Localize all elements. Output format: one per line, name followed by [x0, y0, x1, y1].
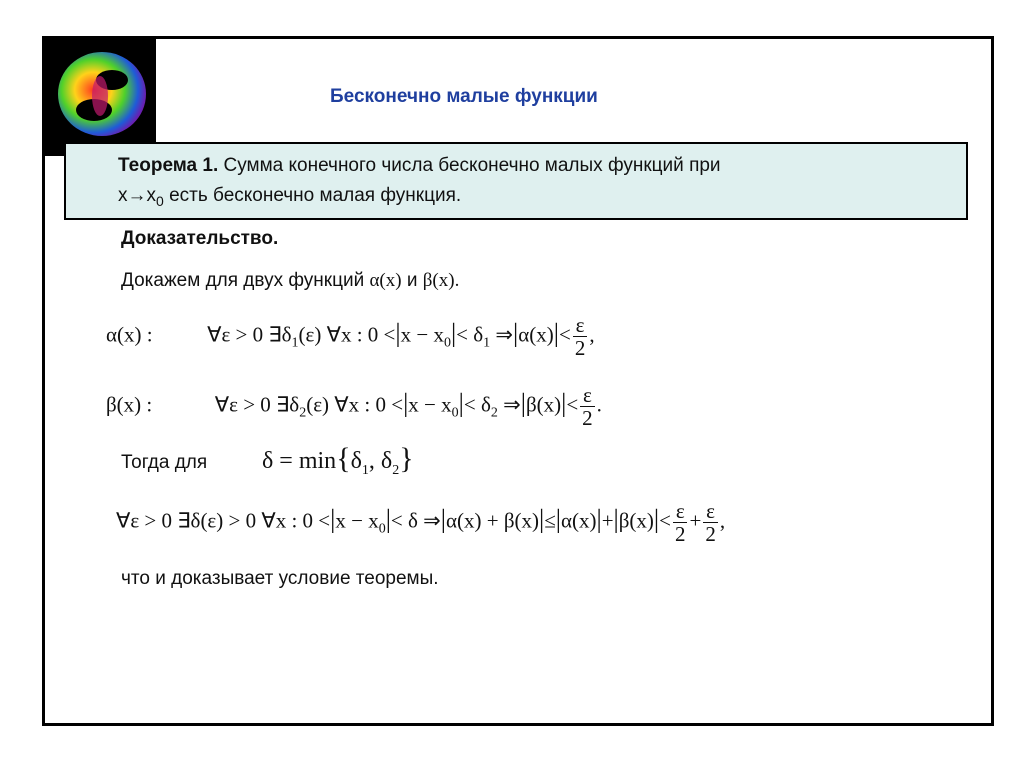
- final-a: α(x): [560, 508, 597, 533]
- final-plus2: +: [689, 508, 702, 533]
- theorem-line-1: [118, 155, 721, 177]
- delta-comma: ,: [368, 448, 381, 474]
- final-den2: 2: [705, 522, 716, 546]
- alpha-abs-in: x − x: [400, 322, 444, 347]
- beta-mid: (ε) ∀x : 0 <: [306, 392, 404, 417]
- beta-after: < δ: [463, 392, 491, 417]
- alpha-end: ,: [589, 322, 595, 347]
- beta-num: ε: [583, 383, 592, 407]
- alpha-mid: (ε) ∀x : 0 <: [298, 322, 396, 347]
- beta-implies: ⇒: [497, 392, 521, 417]
- alpha-after: < δ: [456, 322, 484, 347]
- final-abs-in: x − x: [335, 508, 379, 533]
- delta-s2: 2: [392, 462, 400, 478]
- alpha-abs-sub: 0: [443, 335, 451, 351]
- formula-alpha: α(x) : ∀ε > 0 $\exists\delta_1(\varepsilon)$ ∀x : $0 <|x - x_0|< \delta_1$ ⇒|α(x)|< $\frac{\varepsilon}{2}$ ,: [106, 313, 595, 360]
- beta-den: 2: [582, 406, 593, 430]
- beta-sub: 2: [299, 405, 307, 421]
- final-den1: 2: [674, 522, 686, 546]
- final-abs-sub: 0: [378, 521, 386, 537]
- delta-s1: 1: [361, 462, 369, 478]
- theorem-text-2: есть бесконечно малая функция.: [163, 185, 462, 206]
- alpha-quant: ∀ε > 0 ∃δ: [207, 322, 292, 347]
- final-end: ,: [719, 508, 726, 533]
- final-fraction-1: [673, 500, 688, 545]
- theorem-arrow: →: [127, 185, 147, 206]
- proof-and: и: [401, 270, 423, 291]
- proof-intro: [121, 270, 459, 292]
- alpha-fun: α(x): [518, 322, 554, 347]
- theorem-sub0: 0: [156, 192, 164, 209]
- alpha-fraction: [573, 314, 588, 359]
- proof-alpha: α(x): [369, 270, 402, 291]
- theorem-text-1: Сумма конечного числа бесконечно малых функций при: [218, 155, 721, 176]
- final-num2: ε: [706, 499, 715, 523]
- formula-final: ∀ε > 0 ∃δ(ε) > 0 ∀x : $0 <|x - x_0|< \delta$ ⇒|α(x) + β(x)|≤|α(x)|+|β(x)|< $\frac{\varepsilon}{2}$ + $\frac{\varepsilon}{2}$ ,: [116, 499, 726, 546]
- final-le: ≤: [544, 508, 556, 533]
- delta-d1: δ: [350, 448, 362, 474]
- slide-frame: [42, 36, 994, 726]
- final-fraction-2: [703, 500, 718, 545]
- formula-delta: $\delta = \min\{\delta_1$, $\delta_2$}: [262, 442, 414, 478]
- beta-fraction: [580, 384, 595, 429]
- beta-after-sub: 2: [490, 405, 498, 421]
- final-num1: ε: [675, 499, 685, 523]
- alpha-den: 2: [574, 336, 586, 360]
- theorem-x: x: [118, 185, 128, 206]
- beta-quant: ∀ε > 0 ∃δ: [214, 392, 300, 417]
- final-sum: α(x) + β(x): [445, 508, 539, 533]
- theorem-x0: x: [146, 185, 156, 206]
- logo-torus-image: [42, 36, 156, 156]
- final-lt: <: [659, 508, 671, 533]
- conclusion-text: что и доказывает условие теоремы.: [121, 568, 439, 589]
- final-quant: ∀ε > 0 ∃δ(ε) > 0 ∀x : 0 <: [116, 508, 331, 533]
- theorem-line-2: [118, 185, 461, 209]
- beta-lhs: β(x) :: [106, 392, 153, 417]
- formula-beta: β(x) : ∀ε > 0 $\exists\delta_2(\varepsilon)$ ∀x : $0 <|x - x_0|< \delta_2$ ⇒|β(x)|< $\frac{\varepsilon}{2}$ .: [106, 383, 602, 430]
- final-plus: +: [601, 508, 614, 533]
- proof-intro-text: Докажем для двух функций: [121, 270, 370, 291]
- then-label: Тогда для: [121, 452, 208, 473]
- final-after: < δ ⇒: [390, 508, 441, 533]
- alpha-sub: 1: [291, 335, 299, 351]
- delta-lhs: δ = min: [262, 448, 337, 474]
- beta-abs-sub: 0: [451, 405, 459, 421]
- alpha-lhs: α(x) :: [106, 322, 153, 347]
- theorem-label: Теорема 1.: [118, 155, 219, 176]
- alpha-implies: ⇒: [490, 322, 514, 347]
- delta-d2: δ: [380, 448, 393, 474]
- alpha-num: ε: [575, 313, 585, 337]
- beta-lt: <: [566, 392, 579, 417]
- slide-title: Бесконечно малые функции: [330, 86, 598, 107]
- proof-label: Доказательство.: [121, 228, 279, 249]
- alpha-lt: <: [558, 322, 571, 347]
- alpha-after-sub: 1: [483, 335, 491, 351]
- final-b: β(x): [618, 508, 654, 533]
- beta-abs-in: x − x: [408, 392, 452, 417]
- beta-fun: β(x): [525, 392, 562, 417]
- proof-beta: β(x).: [422, 270, 460, 291]
- beta-end: .: [596, 392, 602, 417]
